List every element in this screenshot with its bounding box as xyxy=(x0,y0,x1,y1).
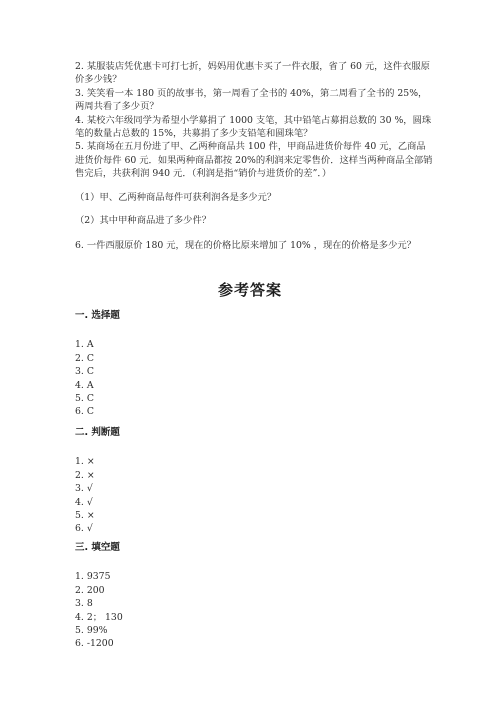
answer-item: 2. 200 xyxy=(75,584,105,596)
problem-6: 6. 一件西服原价 180 元，现在的价格比原来增加了 10% ，现在的价格是多少元？ xyxy=(75,240,416,252)
section-heading: 一. 选择题 xyxy=(75,310,120,321)
answer-item: 5. C xyxy=(75,393,94,405)
problem-5: 5. 某商场在五月份进了甲、乙两种商品共 100 件，甲商品进货价每件 40 元，乙商品进货价每件 60 元．如果两种商品都按 20%的利润来定零售价．这样当两种商品全部销售完后，共获利润 940 元．（利润是指“销价与进货价的差”．） xyxy=(75,141,433,180)
answer-item: 5. 99% xyxy=(75,625,108,637)
section-fill xyxy=(75,541,375,651)
problem-3: 3. 笑笑看一本 180 页的故事书，第一周看了全书的 40%，第二周看了全书的 25%，两周共看了多少页？ xyxy=(75,87,428,113)
answer-item: 6. √ xyxy=(75,523,93,535)
problem-5-question-1: （1）甲、乙两种商品每件可获利润各是多少元？ xyxy=(75,191,277,203)
answer-item: 5. × xyxy=(75,510,95,522)
answer-item: 2. × xyxy=(75,469,95,481)
answer-item: 4. √ xyxy=(75,496,93,508)
answer-item: 6. -1200 xyxy=(75,638,114,650)
answer-item: 6. C xyxy=(75,406,94,418)
section-judge xyxy=(75,426,375,536)
section-choice xyxy=(75,309,375,419)
section-heading: 二. 判断题 xyxy=(75,427,120,438)
answer-item: 2. C xyxy=(75,352,94,364)
answer-item: 1. 9375 xyxy=(75,571,111,583)
answer-item: 3. 8 xyxy=(75,598,93,610)
answer-title: 参考答案 xyxy=(217,281,282,299)
problem-2: 2. 某服装店凭优惠卡可打七折，妈妈用优惠卡买了一件衣服，省了 60 元，这件衣服原价多少钱？ xyxy=(75,61,430,86)
answer-item: 4. 2； 130 xyxy=(75,611,123,623)
answer-item: 1. × xyxy=(75,456,95,468)
answer-item: 3. C xyxy=(75,366,94,378)
answer-item: 3. √ xyxy=(75,483,93,495)
answer-item: 4. A xyxy=(75,379,94,391)
problem-5-question-2: （2）其中甲种商品进了多少件？ xyxy=(75,215,212,227)
word-problems xyxy=(75,60,435,253)
problem-4: 4. 某校六年级同学为希望小学募捐了 1000 支笔，其中铅笔占募捐总数的 30 %，圆珠笔的数量占总数的 15%，共募捐了多少支铅笔和圆珠笔？ xyxy=(75,114,432,140)
section-heading: 三. 填空题 xyxy=(75,542,120,553)
answer-item: 1. A xyxy=(75,339,94,351)
